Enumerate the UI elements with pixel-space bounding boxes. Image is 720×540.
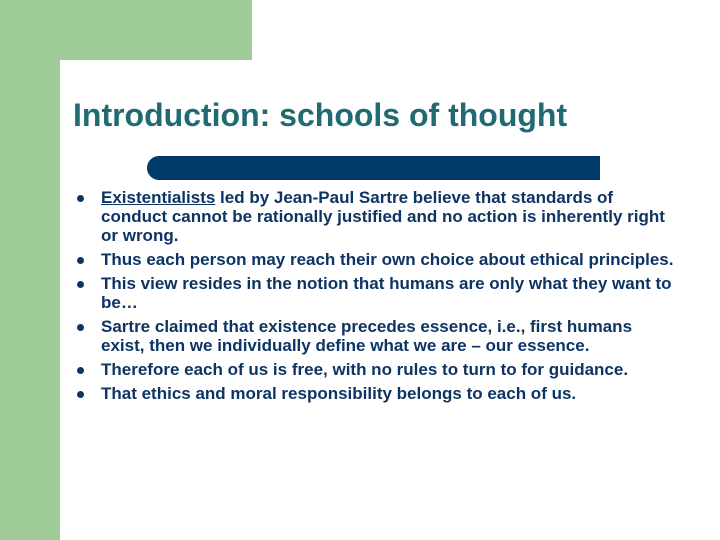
bullet-text: Therefore each of us is free, with no rules to turn to for guidance. — [101, 360, 629, 379]
bullet-text: Sartre claimed that existence precedes essence, i.e., first humans exist, then we individually define what we are – our essence. — [101, 317, 633, 355]
bullet-item-existence-precedes-essence — [77, 317, 677, 355]
bullet-text: That ethics and moral responsibility belongs to each of us. — [101, 384, 577, 403]
bullet-dot — [77, 257, 84, 264]
bullet-text: This view resides in the notion that humans are only what they want to be… — [101, 274, 672, 312]
top-decorative-band — [0, 0, 252, 60]
bullet-text: led by Jean-Paul Sartre believe that standards of conduct cannot be rationally justified and no action is inherently right or wrong. — [101, 188, 665, 245]
bullet-text: Thus each person may reach their own choice about ethical principles. — [101, 250, 674, 269]
bullet-dot — [77, 391, 84, 398]
bullet-dot — [77, 281, 84, 288]
bullet-list — [77, 188, 677, 408]
bullet-item-free — [77, 360, 677, 379]
bullet-item-own-choice — [77, 250, 677, 269]
bullet-item-responsibility — [77, 384, 677, 403]
bullet-item-existentialists — [77, 188, 677, 245]
bullet-dot — [77, 195, 84, 202]
bullet-dot — [77, 367, 84, 374]
bullet-item-humans-want — [77, 274, 677, 312]
bullet-dot — [77, 324, 84, 331]
title-underline-bar — [158, 156, 600, 180]
bullet-lead-term: Existentialists — [101, 188, 216, 207]
left-decorative-band — [0, 0, 60, 540]
slide-title: Introduction: schools of thought — [73, 97, 568, 133]
